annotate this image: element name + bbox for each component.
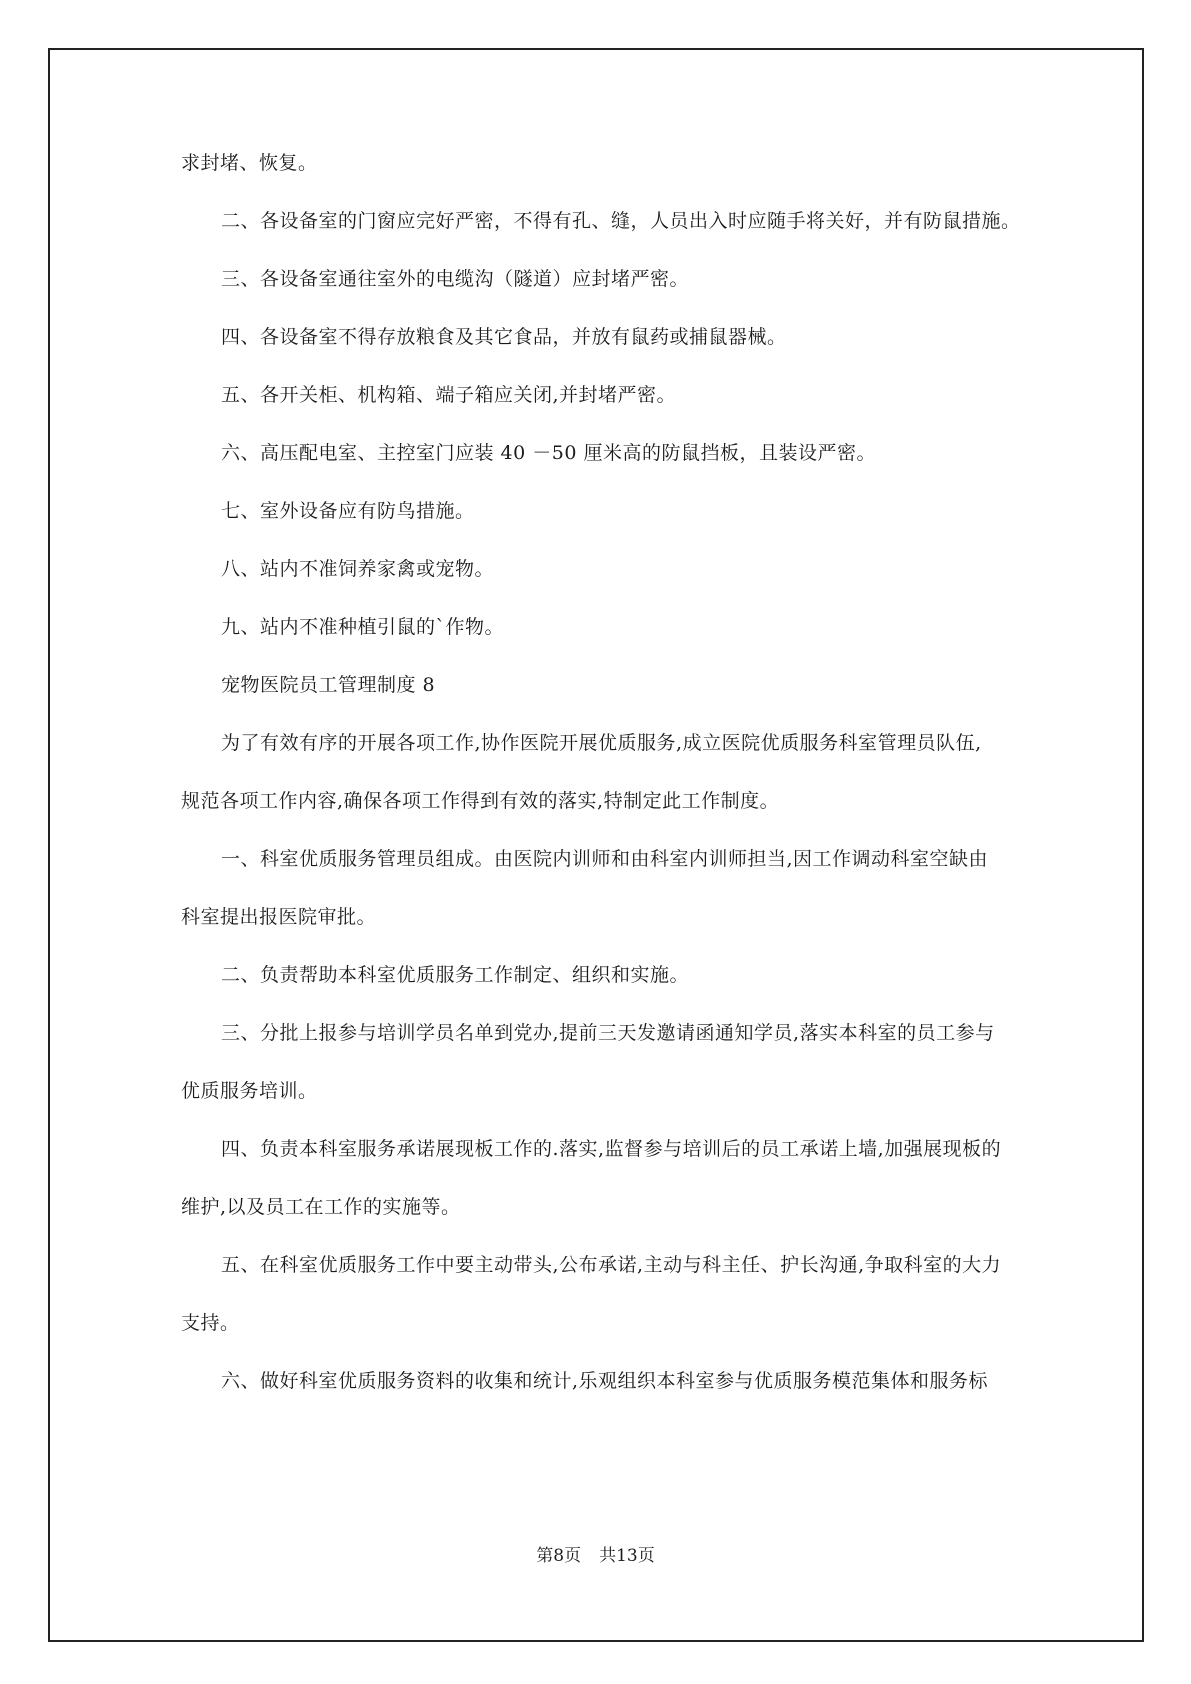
text-line-12: 规范各项工作内容,确保各项工作得到有效的落实,特制定此工作制度。	[181, 790, 780, 812]
text-line-14: 科室提出报医院审批。	[181, 906, 377, 928]
text-line-1: 求封堵、恢复。	[181, 152, 318, 174]
text-line-16: 三、分批上报参与培训学员名单到党办,提前三天发邀请函通知学员,落实本科室的员工参与	[221, 1022, 995, 1044]
text-line-13: 一、科室优质服务管理员组成。由医院内训师和由科室内训师担当,因工作调动科室空缺由	[221, 848, 989, 870]
text-line-19: 维护,以及员工在工作的实施等。	[181, 1196, 461, 1218]
page-number-current: 第8页	[536, 1546, 582, 1566]
text-line-15: 二、负责帮助本科室优质服务工作制定、组织和实施。	[221, 964, 690, 986]
text-line-4: 四、各设备室不得存放粮食及其它食品，并放有鼠药或捕鼠器械。	[221, 326, 787, 348]
text-line-7: 七、室外设备应有防鸟措施。	[221, 500, 475, 522]
section-heading: 宠物医院员工管理制度 8	[221, 674, 436, 696]
text-line-11: 为了有效有序的开展各项工作,协作医院开展优质服务,成立医院优质服务科室管理员队伍,	[221, 732, 982, 754]
text-line-21: 支持。	[181, 1312, 240, 1334]
text-line-6: 六、高压配电室、主控室门应装 40 －50 厘米高的防鼠挡板，且装设严密。	[221, 442, 876, 464]
text-line-22: 六、做好科室优质服务资料的收集和统计,乐观组织本科室参与优质服务模范集体和服务标	[221, 1370, 989, 1392]
text-line-20: 五、在科室优质服务工作中要主动带头,公布承诺,主动与科主任、护长沟通,争取科室的大力	[221, 1254, 1002, 1276]
text-line-2: 二、各设备室的门窗应完好严密，不得有孔、缝，人员出入时应随手将关好，并有防鼠措施。	[221, 210, 1021, 232]
page-footer	[0, 1545, 1191, 1567]
text-line-5: 五、各开关柜、机构箱、端子箱应关闭,并封堵严密。	[221, 384, 677, 406]
page-number-total: 共13页	[599, 1546, 655, 1566]
text-line-3: 三、各设备室通往室外的电缆沟（隧道）应封堵严密。	[221, 268, 690, 290]
text-line-8: 八、站内不准饲养家禽或宠物。	[221, 558, 495, 580]
text-line-17: 优质服务培训。	[181, 1080, 318, 1102]
text-line-9: 九、站内不准种植引鼠的`作物。	[221, 616, 505, 638]
text-line-18: 四、负责本科室服务承诺展现板工作的.落实,监督参与培训后的员工承诺上墙,加强展现板的	[221, 1138, 1002, 1160]
